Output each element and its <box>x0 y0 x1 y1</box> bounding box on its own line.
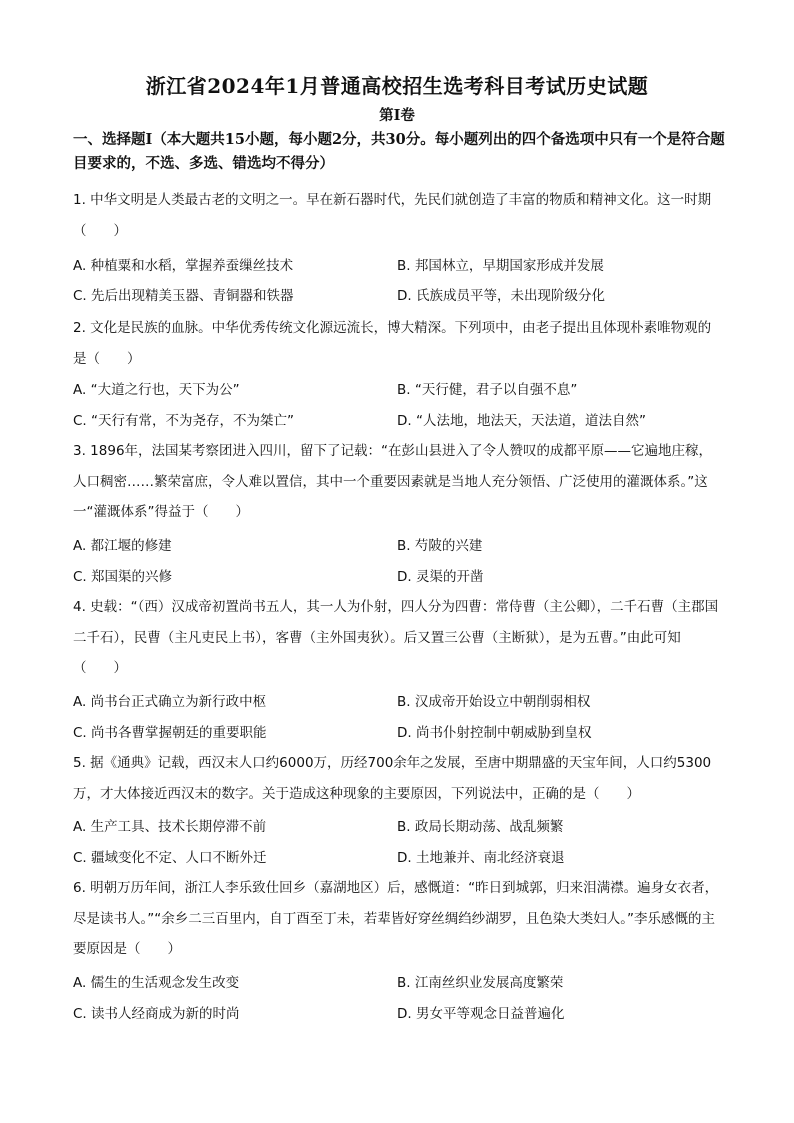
question-1-option-c[interactable]: C. 先后出现精美玉器、青铜器和铁器 <box>73 288 294 304</box>
question-6-option-d[interactable]: D. 男女平等观念日益普遍化 <box>397 1006 565 1022</box>
question-5-option-b[interactable]: B. 政局长期动荡、战乱频繁 <box>397 819 564 835</box>
question-3-option-d[interactable]: D. 灵渠的开凿 <box>397 569 484 585</box>
question-5-stem: 5. 据《通典》记载，西汉末人口约6000万，历经700余年之发展，至唐中期鼎盛的天宝年间，人口约5300万，才大体接近西汉末的数字。关于造成这种现象的主要原因，下列说法中，正确的是（ ） <box>73 755 712 802</box>
question-4-option-d[interactable]: D. 尚书仆射控制中朝威胁到皇权 <box>397 725 592 741</box>
question-5-option-d[interactable]: D. 土地兼并、南北经济衰退 <box>397 850 565 866</box>
question-3-option-c[interactable]: C. 郑国渠的兴修 <box>73 569 173 585</box>
question-2-option-d[interactable]: D. “人法地，地法天，天法道，道法自然” <box>397 413 646 429</box>
question-4-option-c[interactable]: C. 尚书各曹掌握朝廷的重要职能 <box>73 725 267 741</box>
question-4-stem: 4. 史载：“（西）汉成帝初置尚书五人，其一人为仆射，四人分为四曹：常侍曹（主公卿），二千石曹（主郡国二千石），民曹（主凡吏民上书），客曹（主外国夷狄）。后又置三公曹（主断狱），是为五曹。”由此可知（ ） <box>73 599 719 676</box>
volume-label: 第Ⅰ卷 <box>379 107 415 124</box>
question-2-option-b[interactable]: B. “天行健，君子以自强不息” <box>397 382 578 398</box>
section-instructions: 一、选择题Ⅰ（本大题共15小题，每小题2分，共30分。每小题列出的四个备选项中只有一个是符合题目要求的，不选、多选、错选均不得分） <box>73 131 725 172</box>
question-1-stem: 1. 中华文明是人类最古老的文明之一。早在新石器时代，先民们就创造了丰富的物质和精神文化。这一时期（ ） <box>73 192 712 239</box>
question-3-stem: 3. 1896年，法国某考察团进入四川，留下了记载：“在彭山县进入了令人赞叹的成都平原——它遍地庄稼，人口稠密……繁荣富庶，令人难以置信，其中一个重要因素就是当地人充分领悟、广泛使用的灌溉体系。”这一“灌溉体系”得益于（ ） <box>73 443 713 520</box>
question-1-option-b[interactable]: B. 邦国林立，早期国家形成并发展 <box>397 258 604 274</box>
question-2-stem: 2. 文化是民族的血脉。中华优秀传统文化源远流长，博大精深。下列项中，由老子提出且体现朴素唯物观的是（ ） <box>73 320 712 367</box>
question-1-option-d[interactable]: D. 氏族成员平等，未出现阶级分化 <box>397 288 605 304</box>
question-3-option-a[interactable]: A. 都江堰的修建 <box>73 538 172 554</box>
question-5-option-c[interactable]: C. 疆域变化不定、人口不断外迁 <box>73 850 267 866</box>
question-6-stem: 6. 明朝万历年间，浙江人李乐致仕回乡（嘉湖地区）后，感慨道：“昨日到城郭，归来泪满襟。遍身女衣者，尽是读书人。”“余乡二三百里内，自丁酉至丁未，若辈皆好穿丝绸绉纱湖罗，且色染大类妇人。”李乐感慨的主要原因是（ ） <box>73 880 719 957</box>
question-4-option-a[interactable]: A. 尚书台正式确立为新行政中枢 <box>73 694 267 710</box>
question-3-option-b[interactable]: B. 芍陂的兴建 <box>397 538 483 554</box>
question-2-option-a[interactable]: A. “大道之行也，天下为公” <box>73 382 240 398</box>
question-6-option-c[interactable]: C. 读书人经商成为新的时尚 <box>73 1006 240 1022</box>
question-5-option-a[interactable]: A. 生产工具、技术长期停滞不前 <box>73 819 267 835</box>
question-4-option-b[interactable]: B. 汉成帝开始设立中朝削弱相权 <box>397 694 591 710</box>
question-6-option-b[interactable]: B. 江南丝织业发展高度繁荣 <box>397 975 564 991</box>
question-2-option-c[interactable]: C. “天行有常，不为尧存，不为桀亡” <box>73 413 294 429</box>
question-1-option-a[interactable]: A. 种植粟和水稻，掌握养蚕缫丝技术 <box>73 258 294 274</box>
exam-title: 浙江省2024年1月普通高校招生选考科目考试历史试题 <box>145 74 649 98</box>
question-6-option-a[interactable]: A. 儒生的生活观念发生改变 <box>73 975 240 991</box>
